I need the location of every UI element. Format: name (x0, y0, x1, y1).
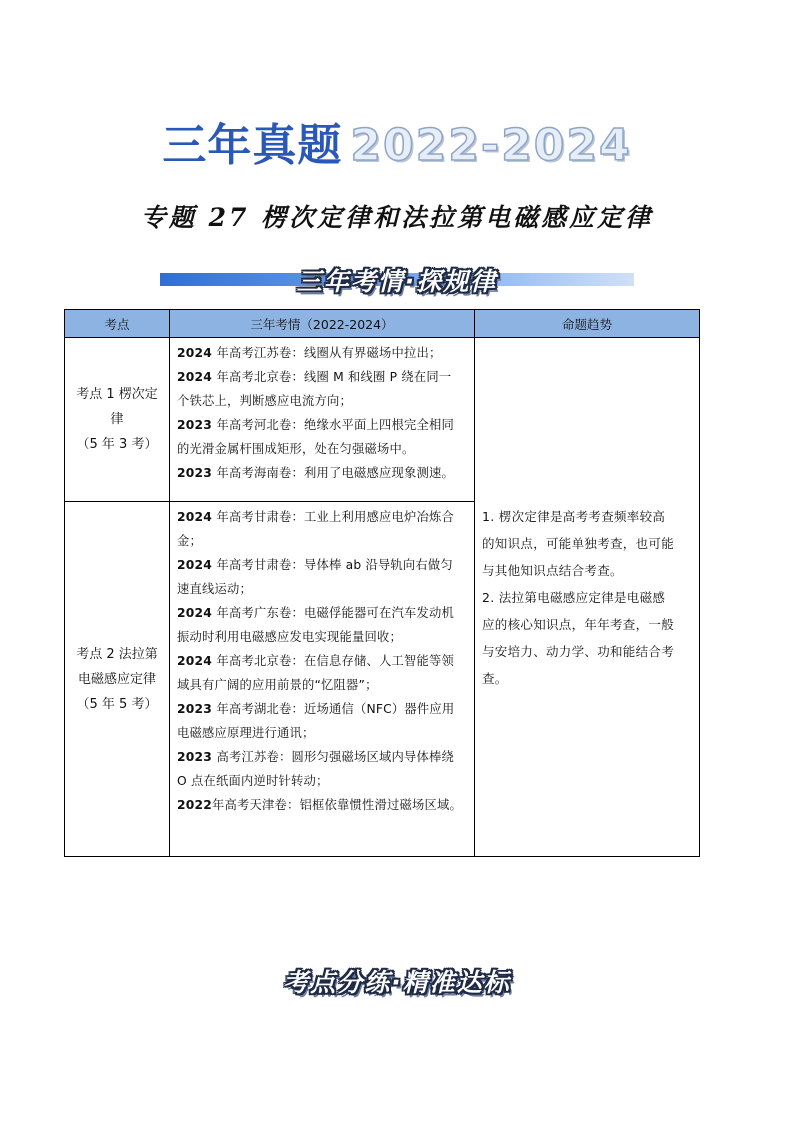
exam-line: 域具有广阔的应用前景的“忆阻器”； (177, 678, 378, 692)
exam-year: 2023 (177, 466, 217, 480)
trend-line: 查。 (482, 670, 508, 686)
point-2-line: 电磁感应定律 (77, 671, 156, 687)
trend-line: 的知识点，可能单独考查，也可能 (482, 535, 675, 551)
exam-line: 2023 高考江苏卷：圆形匀强磁场区域内导体棒绕 (177, 750, 454, 764)
banner-years: 2022-2024 (350, 120, 632, 171)
exam-cell-2 (170, 502, 475, 857)
exam-line: 2024 年高考北京卷：线圈 M 和线圈 P 绕在同一 (177, 370, 452, 384)
trend-line: 1. 楞次定律是高考考查频率较高 (482, 508, 666, 524)
trend-line: 2. 法拉第电磁感应定律是电磁感 (482, 589, 666, 605)
point-cell-1 (65, 338, 170, 502)
exam-line: 2024 年高考甘肃卷：导体棒 ab 沿导轨向右做匀 (177, 558, 453, 572)
document-title: 专题 27 楞次定律和法拉第电磁感应定律 (140, 203, 654, 232)
point-2-line: 考点 2 法拉第 (76, 646, 158, 662)
exam-year: 2023 (177, 702, 217, 716)
exam-line: O 点在纸面内逆时针转动； (177, 774, 329, 788)
trend-cell (475, 338, 700, 857)
header-exams: 三年考情（2022-2024） (170, 310, 475, 338)
exam-year: 2024 (177, 558, 217, 572)
exam-line: 2023 年高考海南卷：利用了电磁感应现象测速。 (177, 466, 454, 480)
exam-year: 2023 (177, 750, 217, 764)
exam-line: 金； (177, 534, 202, 548)
banner-title-cn: 三年真题 (162, 120, 343, 171)
exam-year: 2024 (177, 606, 217, 620)
point-1-count: （5 年 3 考） (76, 437, 158, 452)
header-point: 考点 (65, 310, 170, 338)
exam-year: 2022 (177, 798, 213, 812)
exam-line: 的光滑金属杆围成矩形，处在匀强磁场中。 (177, 442, 415, 456)
trend-line: 与其他知识点结合考查。 (482, 562, 623, 578)
exam-line: 2023 年高考河北卷：绝缘水平面上四根完全相同 (177, 418, 454, 432)
exam-year: 2024 (177, 510, 217, 524)
trend-line: 与安培力、动力学、功和能结合考 (482, 643, 675, 659)
table-row (65, 338, 700, 502)
exam-analysis-table (64, 309, 700, 857)
point-2-count: （5 年 5 考） (76, 696, 158, 712)
point-1-line: 律 (110, 412, 124, 427)
banner (0, 118, 794, 178)
section-heading-trends: 三年考情·探规律 (296, 267, 498, 296)
exam-year: 2024 (177, 346, 217, 360)
exam-cell-1 (170, 338, 475, 502)
exam-line: 2022年高考天津卷：铝框依靠惯性滑过磁场区域。 (177, 798, 462, 812)
point-cell-2 (65, 502, 170, 857)
exam-line: 速直线运动； (177, 582, 252, 596)
exam-line: 个铁芯上，判断感应电流方向； (177, 394, 352, 408)
exam-line: 电磁感应原理进行通讯； (177, 726, 315, 740)
table-header-row (65, 310, 700, 338)
exam-line: 2024 年高考江苏卷：线圈从有界磁场中拉出； (177, 346, 442, 360)
exam-line: 2024 年高考广东卷：电磁俘能器可在汽车发动机 (177, 606, 454, 620)
trend-line: 应的核心知识点，年年考查，一般 (482, 616, 675, 632)
exam-year: 2024 (177, 370, 217, 384)
header-trend: 命题趋势 (475, 310, 700, 338)
section-heading-practice: 考点分练·精准达标 (283, 968, 511, 997)
exam-year: 2024 (177, 654, 217, 668)
exam-year: 2023 (177, 418, 217, 432)
point-1-line: 考点 1 楞次定 (76, 387, 158, 402)
exam-line: 2023 年高考湖北卷：近场通信（NFC）器件应用 (177, 702, 455, 716)
exam-line: 2024 年高考甘肃卷：工业上利用感应电炉冶炼合 (177, 510, 454, 524)
banner-text (162, 118, 631, 183)
exam-line: 振动时利用电磁感应发电实现能量回收； (177, 630, 402, 644)
exam-line: 2024 年高考北京卷：在信息存储、人工智能等领 (177, 654, 454, 668)
